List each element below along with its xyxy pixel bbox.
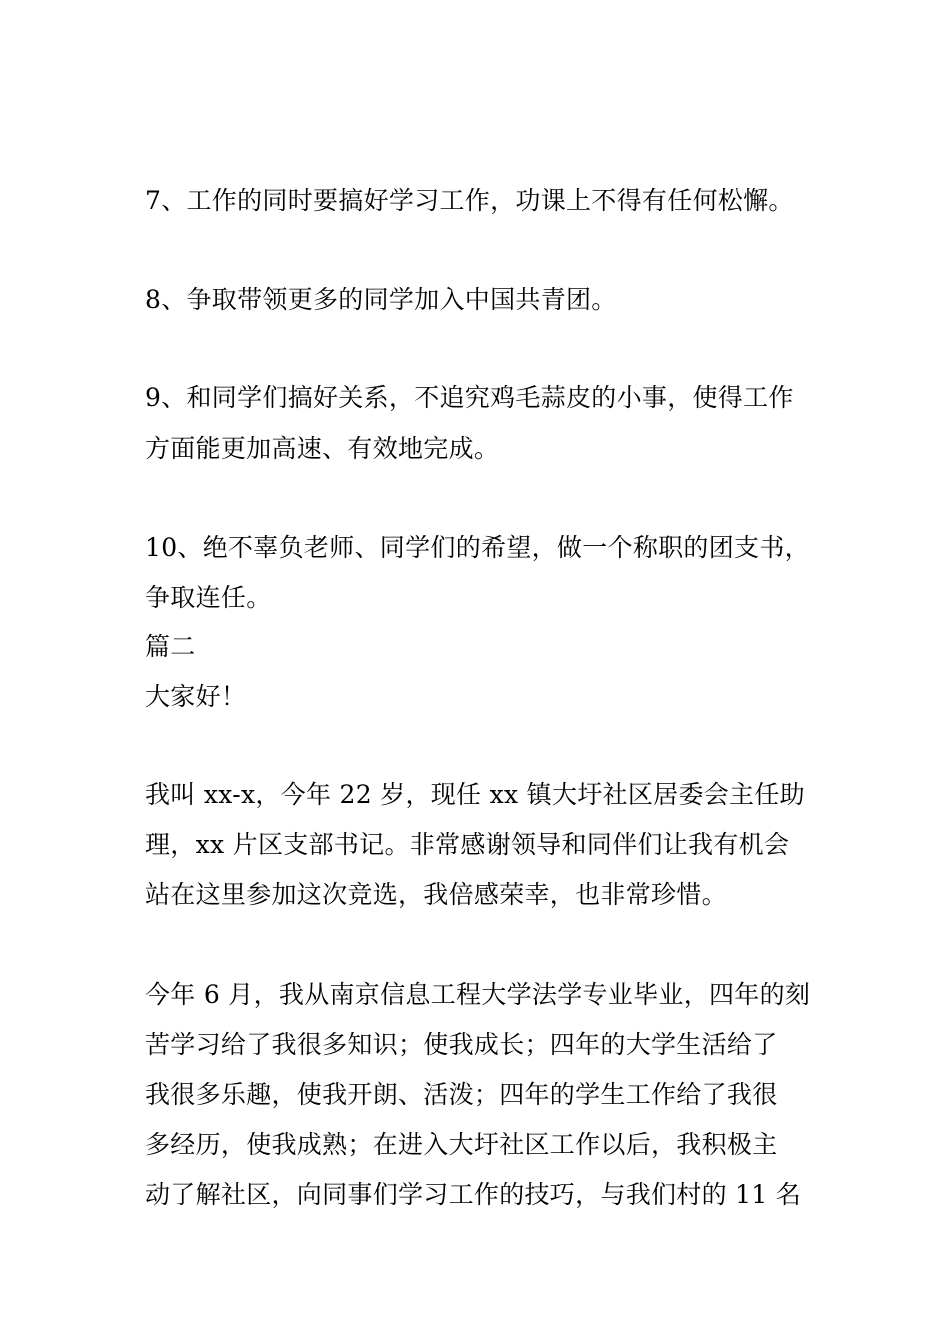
paragraph-1-line-1: 我叫 xx-x，今年 22 岁，现任 xx 镇大圩社区居委会主任助 (145, 780, 805, 809)
paragraph-1-line-3: 站在这里参加这次竞选，我倍感荣幸，也非常珍惜。 (145, 880, 727, 909)
section-heading: 篇二 (145, 632, 196, 661)
paragraph-2-line-5: 动了解社区，向同事们学习工作的技巧，与我们村的 11 名 (145, 1180, 802, 1209)
list-item-7: 7、工作的同时要搞好学习工作，功课上不得有任何松懈。 (145, 186, 794, 215)
paragraph-1-line-2: 理，xx 片区支部书记。非常感谢领导和同伴们让我有机会 (145, 830, 790, 859)
list-item-10-line-2: 争取连任。 (145, 583, 272, 612)
paragraph-2-line-3: 我很多乐趣，使我开朗、活泼；四年的学生工作给了我很 (145, 1080, 778, 1109)
paragraph-2-line-2: 苦学习给了我很多知识；使我成长；四年的大学生活给了 (145, 1030, 778, 1059)
list-item-8: 8、争取带领更多的同学加入中国共青团。 (145, 285, 617, 314)
list-item-9-line-2: 方面能更加高速、有效地完成。 (145, 434, 500, 463)
greeting: 大家好！ (145, 682, 247, 711)
list-item-10-line-1: 10、绝不辜负老师、同学们的希望，做一个称职的团支书， (145, 533, 810, 562)
paragraph-2-line-4: 多经历，使我成熟；在进入大圩社区工作以后，我积极主 (145, 1130, 778, 1159)
list-item-9-line-1: 9、和同学们搞好关系，不追究鸡毛蒜皮的小事，使得工作 (145, 383, 794, 412)
paragraph-2-line-1: 今年 6 月，我从南京信息工程大学法学专业毕业，四年的刻 (145, 980, 811, 1009)
